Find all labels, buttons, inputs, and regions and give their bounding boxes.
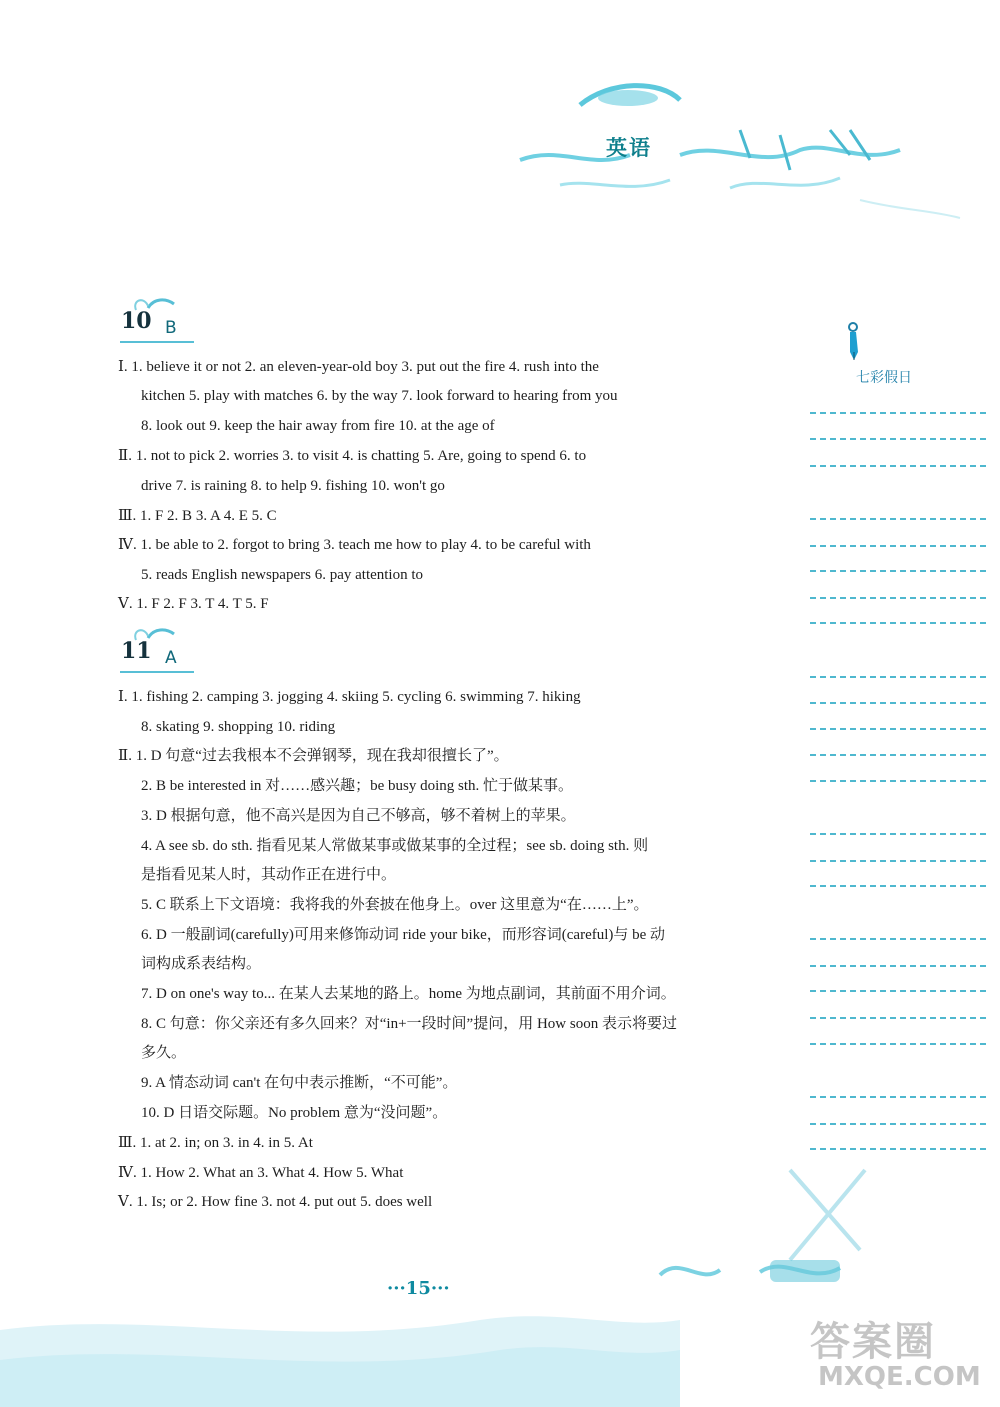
- header-title: 英语: [606, 136, 652, 160]
- pen-icon: [846, 322, 864, 362]
- answer-line: 10. D 日语交际题。No problem 意为“没问题”。: [141, 1105, 448, 1121]
- note-line: [810, 780, 986, 782]
- answer-line: Ⅳ. 1. be able to 2. forgot to bring 3. teach me how to play 4. to be careful with: [118, 537, 591, 553]
- answer-line: 9. A 情态动词 can't 在句中表示推断，“不可能”。: [141, 1075, 458, 1091]
- note-line: [810, 412, 986, 414]
- note-line: [810, 622, 986, 624]
- answer-line: 词构成系表结构。: [141, 956, 262, 972]
- note-line: [810, 990, 986, 992]
- note-line: [810, 1148, 986, 1150]
- note-line: [810, 860, 986, 862]
- note-line: [810, 1096, 986, 1098]
- section-badge-10: [118, 298, 198, 346]
- section-letter: B: [165, 318, 177, 338]
- note-line: [810, 754, 986, 756]
- answer-line: 6. D 一般副词(carefully)可用来修饰动词 ride your bike，而形容词(careful)与 be 动: [141, 927, 666, 943]
- note-line: [810, 465, 986, 467]
- note-line: [810, 728, 986, 730]
- answer-line: 3. D 根据句意，他不高兴是因为自己不够高，够不着树上的苹果。: [141, 808, 576, 824]
- watermark-url: MXQE.COM: [818, 1362, 981, 1392]
- footer-leaf-decoration: [640, 1160, 890, 1310]
- answer-line: 8. C 句意：你父亲还有多久回来？对“in+一段时间”提问，用 How soon 表示将要过: [141, 1016, 677, 1032]
- answer-line: drive 7. is raining 8. to help 9. fishing 10. won't go: [141, 478, 445, 494]
- answer-line: Ⅲ. 1. at 2. in; on 3. in 4. in 5. At: [118, 1135, 313, 1151]
- note-line: [810, 676, 986, 678]
- header-decoration: [500, 60, 970, 220]
- answer-line: 7. D on one's way to... 在某人去某地的路上。home 为地点副词，其前面不用介词。: [141, 986, 676, 1002]
- note-line: [810, 965, 986, 967]
- answer-line: 4. A see sb. do sth. 指看见某人常做某事或做某事的全过程；see sb. doing sth. 则: [141, 838, 649, 854]
- note-line: [810, 885, 986, 887]
- note-line: [810, 518, 986, 520]
- answer-line: Ⅴ. 1. F 2. F 3. T 4. T 5. F: [118, 596, 269, 612]
- watermark-logo: 答案圈: [810, 1319, 936, 1365]
- note-line: [810, 1017, 986, 1019]
- answer-line: 多久。: [141, 1045, 187, 1061]
- section-number: 11: [121, 638, 152, 664]
- answer-line: Ⅰ. 1. fishing 2. camping 3. jogging 4. skiing 5. cycling 6. swimming 7. hiking: [118, 689, 581, 705]
- answer-line: 2. B be interested in 对……感兴趣；be busy doing sth. 忙于做某事。: [141, 778, 574, 794]
- answer-line: 8. skating 9. shopping 10. riding: [141, 719, 336, 735]
- answer-line: kitchen 5. play with matches 6. by the way 7. look forward to hearing from you: [141, 388, 618, 404]
- note-line: [810, 438, 986, 440]
- note-line: [810, 1123, 986, 1125]
- note-line: [810, 570, 986, 572]
- note-line: [810, 702, 986, 704]
- answer-line: 8. look out 9. keep the hair away from fire 10. at the age of: [141, 418, 495, 434]
- answer-line: Ⅱ. 1. not to pick 2. worries 3. to visit 4. is chatting 5. Are, going to spend 6. to: [118, 448, 587, 464]
- answer-line: Ⅴ. 1. Is; or 2. How fine 3. not 4. put out 5. does well: [118, 1194, 433, 1210]
- answer-line: Ⅲ. 1. F 2. B 3. A 4. E 5. C: [118, 508, 277, 524]
- answer-line: Ⅳ. 1. How 2. What an 3. What 4. How 5. What: [118, 1165, 404, 1181]
- note-line: [810, 1043, 986, 1045]
- section-badge-11: [118, 628, 198, 676]
- page-number: ···15···: [387, 1278, 450, 1299]
- section-number: 10: [121, 308, 152, 334]
- answer-line: 5. C 联系上下文语境：我将我的外套披在他身上。over 这里意为“在……上”。: [141, 897, 649, 913]
- answer-line: Ⅰ. 1. believe it or not 2. an eleven-year-old boy 3. put out the fire 4. rush into the: [118, 359, 599, 375]
- section-letter: A: [165, 648, 177, 668]
- answer-line: Ⅱ. 1. D 句意“过去我根本不会弹钢琴，现在我却很擅长了”。: [118, 748, 509, 764]
- answer-line: 5. reads English newspapers 6. pay attention to: [141, 567, 424, 583]
- note-line: [810, 833, 986, 835]
- answer-line: 是指看见某人时，其动作正在进行中。: [141, 867, 397, 883]
- note-line: [810, 545, 986, 547]
- note-line: [810, 597, 986, 599]
- sidebar-label: 七彩假日: [856, 370, 912, 386]
- note-line: [810, 938, 986, 940]
